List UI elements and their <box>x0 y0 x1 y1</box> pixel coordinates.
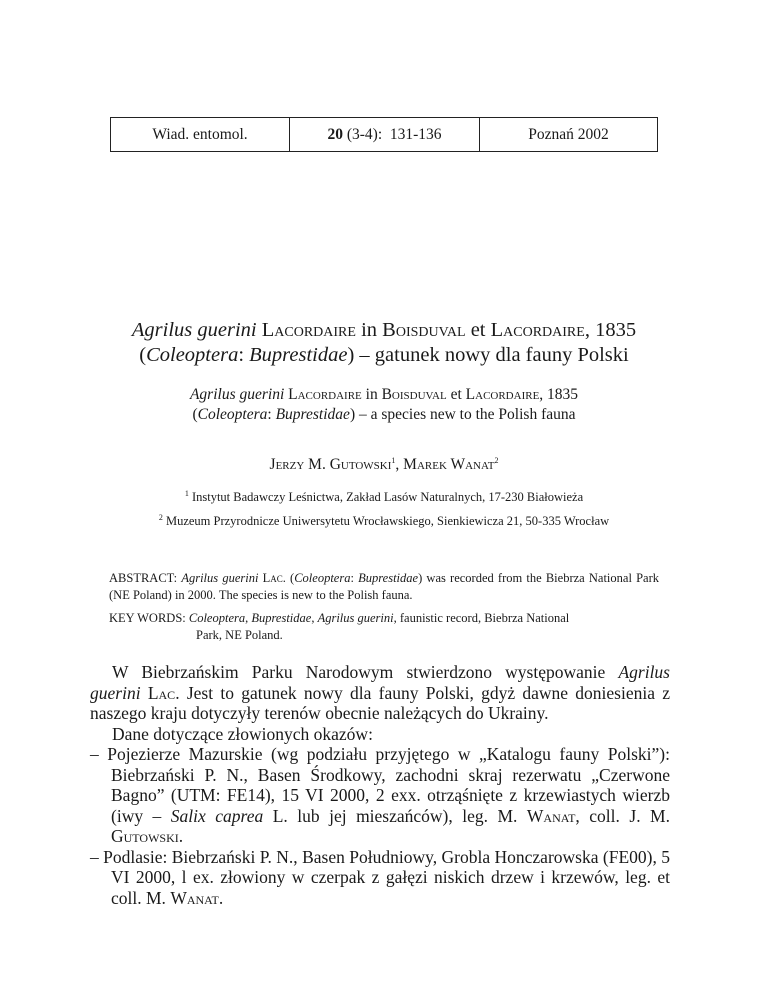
abstract-t1: . ( <box>282 571 295 585</box>
author-1: Jerzy M. Gutowski <box>269 456 392 473</box>
article-subtitle <box>0 385 768 425</box>
keywords-t2: Park, NE Poland. <box>196 628 283 642</box>
journal-header-table <box>110 117 658 152</box>
place-year: Poznań 2002 <box>528 125 609 143</box>
subtitle-rest: ) – a species new to the Polish fauna <box>349 406 576 423</box>
p1-author: Lac <box>147 682 176 703</box>
abstract-species: Agrilus guerini <box>181 571 259 585</box>
abstract-family: Buprestidae <box>358 571 419 585</box>
item2-wanat: Wanat <box>170 887 219 908</box>
item2-text-a: – Podlasie: Biebrzański P. N., Basen Południowy, Grobla Honczarowska (FE00), 5 VI 2000, l ex. złowiony w czerpak z gałęzi niskich drzew i krzewów, leg. et coll. M. <box>90 846 670 908</box>
p1-text-a: W Biebrzańskim Parku Narodowym stwierdzono występowanie <box>112 662 619 682</box>
title-species: Agrilus guerini <box>131 319 257 341</box>
authors-sep: , <box>395 456 404 473</box>
title-rest: ) – gatunek nowy dla fauny Polski <box>347 344 629 366</box>
paragraph-2: Dane dotyczące złowionych okazów: <box>112 723 373 744</box>
title-in: in <box>355 319 383 341</box>
list-item <box>90 847 670 909</box>
p1-text-b: . Jest to gatunek nowy dla fauny Polski, gdyż dawne doniesienia z naszego kraju dotyczyły terenów obecnie należących do Ukrainy. <box>90 682 671 723</box>
abstract-t2: ) was recorded from the Biebrza National Park (NE Poland) in 2000. The species is new to the Polish fauna. <box>109 571 660 602</box>
subtitle-order: Coleoptera <box>197 406 268 423</box>
subtitle-line-2: (Coleoptera: Buprestidae) – a species new to the Polish fauna <box>192 406 576 423</box>
author-2-sup: 2 <box>494 455 499 465</box>
abstract-order: Coleoptera <box>294 571 351 585</box>
title-line-2: (Coleoptera: Buprestidae) – gatunek nowy dla fauny Polski <box>139 344 629 366</box>
affiliation-2-text: Muzeum Przyrodnicze Uniwersytetu Wrocławskiego, Sienkiewicza 21, 50-335 Wrocław <box>162 514 610 528</box>
title-order: Coleoptera <box>146 344 239 366</box>
keywords-label: KEY WORDS: <box>109 611 189 625</box>
keywords-t1: , faunistic record, Biebrza National <box>393 611 570 625</box>
title-author-3: Lacordaire <box>490 319 585 341</box>
item1-gutowski: Gutowski <box>111 826 179 846</box>
affiliation-1-sup: 1 <box>184 488 189 498</box>
abstract-colon: : <box>350 571 359 585</box>
affiliation-2 <box>0 514 768 529</box>
item1-salix: Salix caprea <box>170 805 264 826</box>
keyword-2: Buprestidae <box>251 611 312 625</box>
p1-space <box>141 683 148 703</box>
title-year: , 1835 <box>584 319 637 341</box>
title-author-1: Lacordaire <box>261 319 356 341</box>
title-author-2: Boisduval <box>382 319 466 341</box>
affiliation-1-text: Instytut Badawczy Leśnictwa, Zakład Lasów Naturalnych, 17-230 Białowieża <box>188 490 584 504</box>
item1-wanat: Wanat <box>526 805 576 826</box>
body-text <box>90 662 670 908</box>
subtitle-author-2: Boisduval <box>381 386 447 403</box>
keyword-3: Agrilus guerini <box>317 611 394 625</box>
authors-line <box>0 456 768 474</box>
keyword-1: Coleoptera <box>188 611 246 625</box>
affiliation-2-sup: 2 <box>158 512 163 522</box>
affiliation-1 <box>0 490 768 505</box>
subtitle-species: Agrilus guerini <box>189 386 285 403</box>
item1-text-b: L. lub jej mieszańców), leg. M. <box>263 805 527 826</box>
subtitle-in: in <box>361 386 382 403</box>
keyword-comma-1: , <box>245 611 252 625</box>
keyword-comma-2: , <box>311 611 318 625</box>
volume-number: 20 <box>327 125 343 143</box>
subtitle-year: , 1835 <box>539 386 579 403</box>
subtitle-author-1: Lacordaire <box>288 386 362 403</box>
issue-pages: (3-4): 131-136 <box>342 125 442 143</box>
title-family: Buprestidae <box>249 344 348 366</box>
abstract <box>109 570 659 604</box>
author-2: Marek Wanat <box>403 456 495 473</box>
abstract-label: ABSTRACT: <box>109 571 182 585</box>
subtitle-family: Buprestidae <box>275 406 350 423</box>
volume-issue <box>290 118 480 151</box>
list-item <box>90 744 670 847</box>
subtitle-line-1 <box>0 385 768 405</box>
title-line-1 <box>0 318 768 343</box>
subtitle-author-3: Lacordaire <box>465 386 540 403</box>
item1-text-d: . <box>178 826 184 846</box>
author-1-sup: 1 <box>391 455 396 465</box>
abstract-author: Lac <box>262 571 283 585</box>
p1-species: Agrilus guerini <box>90 662 670 703</box>
item2-text-b: . <box>218 887 224 908</box>
paragraph-1 <box>90 662 670 724</box>
journal-name: Wiad. entomol. <box>111 118 290 151</box>
keywords <box>109 610 659 644</box>
subtitle-et: et <box>446 386 466 403</box>
article-title <box>0 318 768 368</box>
item1-text-a: – Pojezierze Mazurskie (wg podziału przyjętego w „Katalogu fauny Polski”): Biebrzański P. N., Basen Środkowy, zachodni skraj rezerwatu „Czerwone Bagno” (UTM: FE14), 15 VI 2000, 2 exx. otrząśnięte z krzewiastych wierzb (iwy – <box>90 744 670 826</box>
title-et: et <box>465 319 491 341</box>
item1-text-c: , coll. J. M. <box>575 805 670 826</box>
